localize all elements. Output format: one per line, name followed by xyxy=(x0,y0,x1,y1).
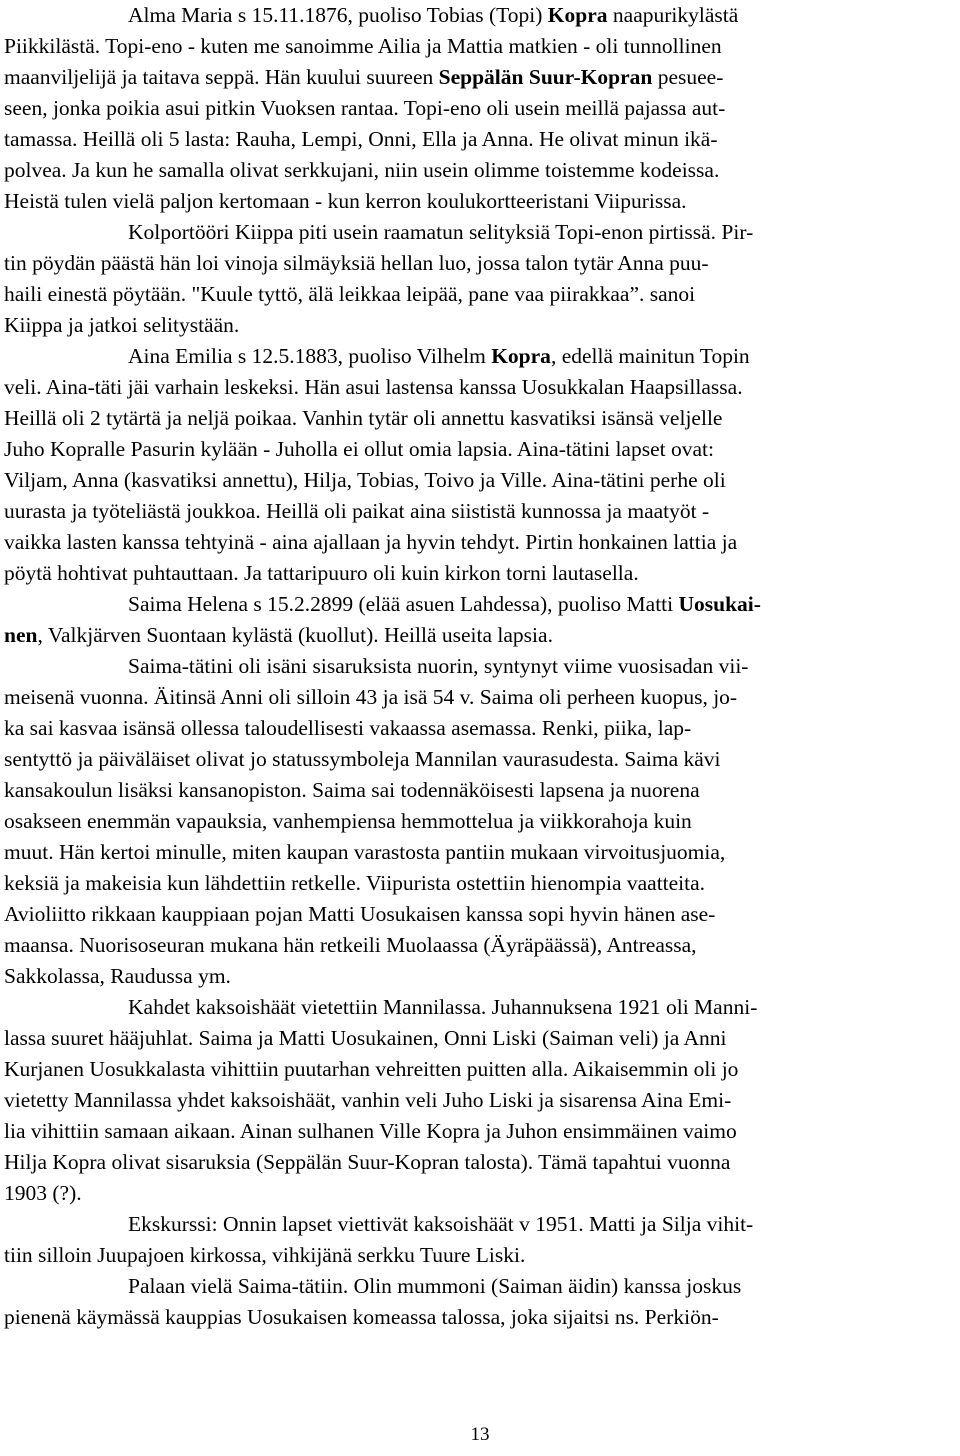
text-segment: Avioliitto rikkaan kauppiaan pojan Matti Uosukaisen kanssa sopi hyvin hänen ase- xyxy=(4,902,716,926)
text-line xyxy=(4,682,958,713)
body-text xyxy=(4,0,958,1333)
text-line xyxy=(4,1116,958,1147)
text-segment: lia vihittiin samaan aikaan. Ainan sulhanen Ville Kopra ja Juhon ensimmäinen vaimo xyxy=(4,1119,737,1143)
text-line xyxy=(4,310,958,341)
text-line xyxy=(4,403,958,434)
text-line xyxy=(4,899,958,930)
text-line xyxy=(4,589,958,620)
text-segment: sentyttö ja päiväläiset olivat jo statussymboleja Mannilan vaurasudesta. Saima kävi xyxy=(4,747,721,771)
text-segment: Heistä tulen vielä paljon kertomaan - kun kerron koulukortteeristani Viipurissa. xyxy=(4,189,687,213)
text-segment: kansakoulun lisäksi kansanopiston. Saima sai todennäköisesti lapsena ja nuorena xyxy=(4,778,700,802)
text-segment: , Valkjärven Suontaan kylästä (kuollut). Heillä useita lapsia. xyxy=(37,623,553,647)
text-segment: tiin silloin Juupajoen kirkossa, vihkijänä serkku Tuure Liski. xyxy=(4,1243,526,1267)
text-segment: osakseen enemmän vapauksia, vanhempiensa hemmottelua ja viikkorahoja kuin xyxy=(4,809,692,833)
text-segment: Viljam, Anna (kasvatiksi annettu), Hilja, Tobias, Toivo ja Ville. Aina-tätini perhe oli xyxy=(4,468,726,492)
text-line xyxy=(4,62,958,93)
text-segment: Sakkolassa, Raudussa ym. xyxy=(4,964,231,988)
text-line xyxy=(4,248,958,279)
text-line xyxy=(4,1147,958,1178)
text-line xyxy=(4,744,958,775)
text-line xyxy=(4,651,958,682)
text-line xyxy=(4,372,958,403)
text-line xyxy=(4,1271,958,1302)
text-line xyxy=(4,186,958,217)
text-segment: Hilja Kopra olivat sisaruksia (Seppälän Suur-Kopran talosta). Tämä tapahtui vuonna xyxy=(4,1150,731,1174)
text-line xyxy=(4,1302,958,1333)
text-line xyxy=(4,124,958,155)
text-segment: vietetty Mannilassa yhdet kaksoishäät, vanhin veli Juho Liski ja sisarensa Aina Emi- xyxy=(4,1088,732,1112)
text-line xyxy=(4,806,958,837)
text-segment: ka sai kasvaa isänsä ollessa taloudellisesti vakaassa asemassa. Renki, piika, lap- xyxy=(4,716,692,740)
text-segment: uurasta ja työteliästä joukkoa. Heillä oli paikat aina siististä kunnossa ja maatyöt - xyxy=(4,499,710,523)
bold-text-segment: Kopra xyxy=(491,344,551,368)
text-segment: maansa. Nuorisoseuran mukana hän retkeili Muolaassa (Äyräpäässä), Antreassa, xyxy=(4,933,697,957)
text-line xyxy=(4,279,958,310)
text-line xyxy=(4,155,958,186)
text-segment: vaikka lasten kanssa tehtyinä - aina ajallaan ja hyvin tehdyt. Pirtin honkainen lattia ja xyxy=(4,530,738,554)
text-segment: Piikkilästä. Topi-eno - kuten me sanoimme Ailia ja Mattia matkien - oli tunnollinen xyxy=(4,34,722,58)
text-segment: keksiä ja makeisia kun lähdettiin retkelle. Viipurista ostettiin hienompia vaatteita. xyxy=(4,871,706,895)
text-line xyxy=(4,31,958,62)
text-segment: Ekskurssi: Onnin lapset viettivät kaksoishäät v 1951. Matti ja Silja vihit- xyxy=(128,1212,754,1236)
text-segment: 1903 (?). xyxy=(4,1181,82,1205)
text-segment: Aina Emilia s 12.5.1883, puoliso Vilhelm xyxy=(128,344,492,368)
text-segment: Palaan vielä Saima-tätiin. Olin mummoni (Saiman äidin) kanssa joskus xyxy=(128,1274,742,1298)
text-line xyxy=(4,93,958,124)
text-segment: naapurikylästä xyxy=(607,3,739,27)
text-line xyxy=(4,1054,958,1085)
text-segment: haili einestä pöytään. "Kuule tyttö, älä leikkaa leipää, pane vaa piirakkaa”. sanoi xyxy=(4,282,696,306)
text-segment: tin pöydän päästä hän loi vinoja silmäyksiä hellan luo, jossa talon tytär Anna puu- xyxy=(4,251,709,275)
text-line xyxy=(4,868,958,899)
text-line xyxy=(4,434,958,465)
text-segment: Saima Helena s 15.2.2899 (elää asuen Lahdessa), puoliso Matti xyxy=(128,592,679,616)
text-line xyxy=(4,1178,958,1209)
text-segment: Kiippa ja jatkoi selitystään. xyxy=(4,313,240,337)
text-segment: pöytä hohtivat puhtauttaan. Ja tattaripuuro oli kuin kirkon torni lautasella. xyxy=(4,561,639,585)
text-segment: seen, jonka poikia asui pitkin Vuoksen rantaa. Topi-eno oli usein meillä pajassa aut- xyxy=(4,96,726,120)
text-segment: Kahdet kaksoishäät vietettiin Mannilassa. Juhannuksena 1921 oli Manni- xyxy=(128,995,758,1019)
text-line xyxy=(4,620,958,651)
text-line xyxy=(4,558,958,589)
text-line xyxy=(4,930,958,961)
text-segment: lassa suuret hääjuhlat. Saima ja Matti Uosukainen, Onni Liski (Saiman veli) ja Anni xyxy=(4,1026,727,1050)
text-line xyxy=(4,961,958,992)
text-segment: pesuee- xyxy=(652,65,724,89)
text-line xyxy=(4,527,958,558)
text-segment: pienenä käymässä kauppias Uosukaisen komeassa talossa, joka sijaitsi ns. Perkiön- xyxy=(4,1305,719,1329)
text-segment: meisenä vuonna. Äitinsä Anni oli silloin 43 ja isä 54 v. Saima oli perheen kuopus, jo- xyxy=(4,685,738,709)
text-segment: muut. Hän kertoi minulle, miten kaupan varastosta pantiin mukaan virvoitusjuomia, xyxy=(4,840,726,864)
bold-text-segment: Kopra xyxy=(547,3,608,27)
bold-text-segment: Seppälän Suur-Kopran xyxy=(438,65,653,89)
text-segment: Alma Maria s 15.11.1876, puoliso Tobias (Topi) xyxy=(128,3,548,27)
text-segment: Kolportööri Kiippa piti usein raamatun selityksiä Topi-enon pirtissä. Pir- xyxy=(128,220,754,244)
text-segment: polvea. Ja kun he samalla olivat serkkujani, niin usein olimme toistemme kodeissa. xyxy=(4,158,720,182)
text-line xyxy=(4,465,958,496)
text-line xyxy=(4,1240,958,1271)
text-line xyxy=(4,992,958,1023)
bold-text-segment: Uosukai- xyxy=(678,592,761,616)
page-number: 13 xyxy=(470,1424,490,1445)
text-line xyxy=(4,837,958,868)
text-segment: Juho Kopralle Pasurin kylään - Juholla ei ollut omia lapsia. Aina-tätini lapset ovat: xyxy=(4,437,714,461)
text-segment: veli. Aina-täti jäi varhain leskeksi. Hän asui lastensa kanssa Uosukkalan Haapsillassa. xyxy=(4,375,743,399)
text-line xyxy=(4,217,958,248)
text-segment: Heillä oli 2 tytärtä ja neljä poikaa. Vanhin tytär oli annettu kasvatiksi isänsä veljelle xyxy=(4,406,723,430)
bold-text-segment: nen xyxy=(4,623,38,647)
text-line xyxy=(4,1085,958,1116)
text-segment: Saima-tätini oli isäni sisaruksista nuorin, syntynyt viime vuosisadan vii- xyxy=(128,654,749,678)
text-line xyxy=(4,713,958,744)
text-line xyxy=(4,1209,958,1240)
text-line xyxy=(4,496,958,527)
text-line xyxy=(4,341,958,372)
text-line xyxy=(4,0,958,31)
text-segment: Kurjanen Uosukkalasta vihittiin puutarhan vehreitten puitten alla. Aikaisemmin oli jo xyxy=(4,1057,739,1081)
text-segment: , edellä mainitun Topin xyxy=(550,344,750,368)
text-line xyxy=(4,775,958,806)
text-segment: tamassa. Heillä oli 5 lasta: Rauha, Lempi, Onni, Ella ja Anna. He olivat minun ikä- xyxy=(4,127,718,151)
text-line xyxy=(4,1023,958,1054)
text-segment: maanviljelijä ja taitava seppä. Hän kuului suureen xyxy=(4,65,439,89)
